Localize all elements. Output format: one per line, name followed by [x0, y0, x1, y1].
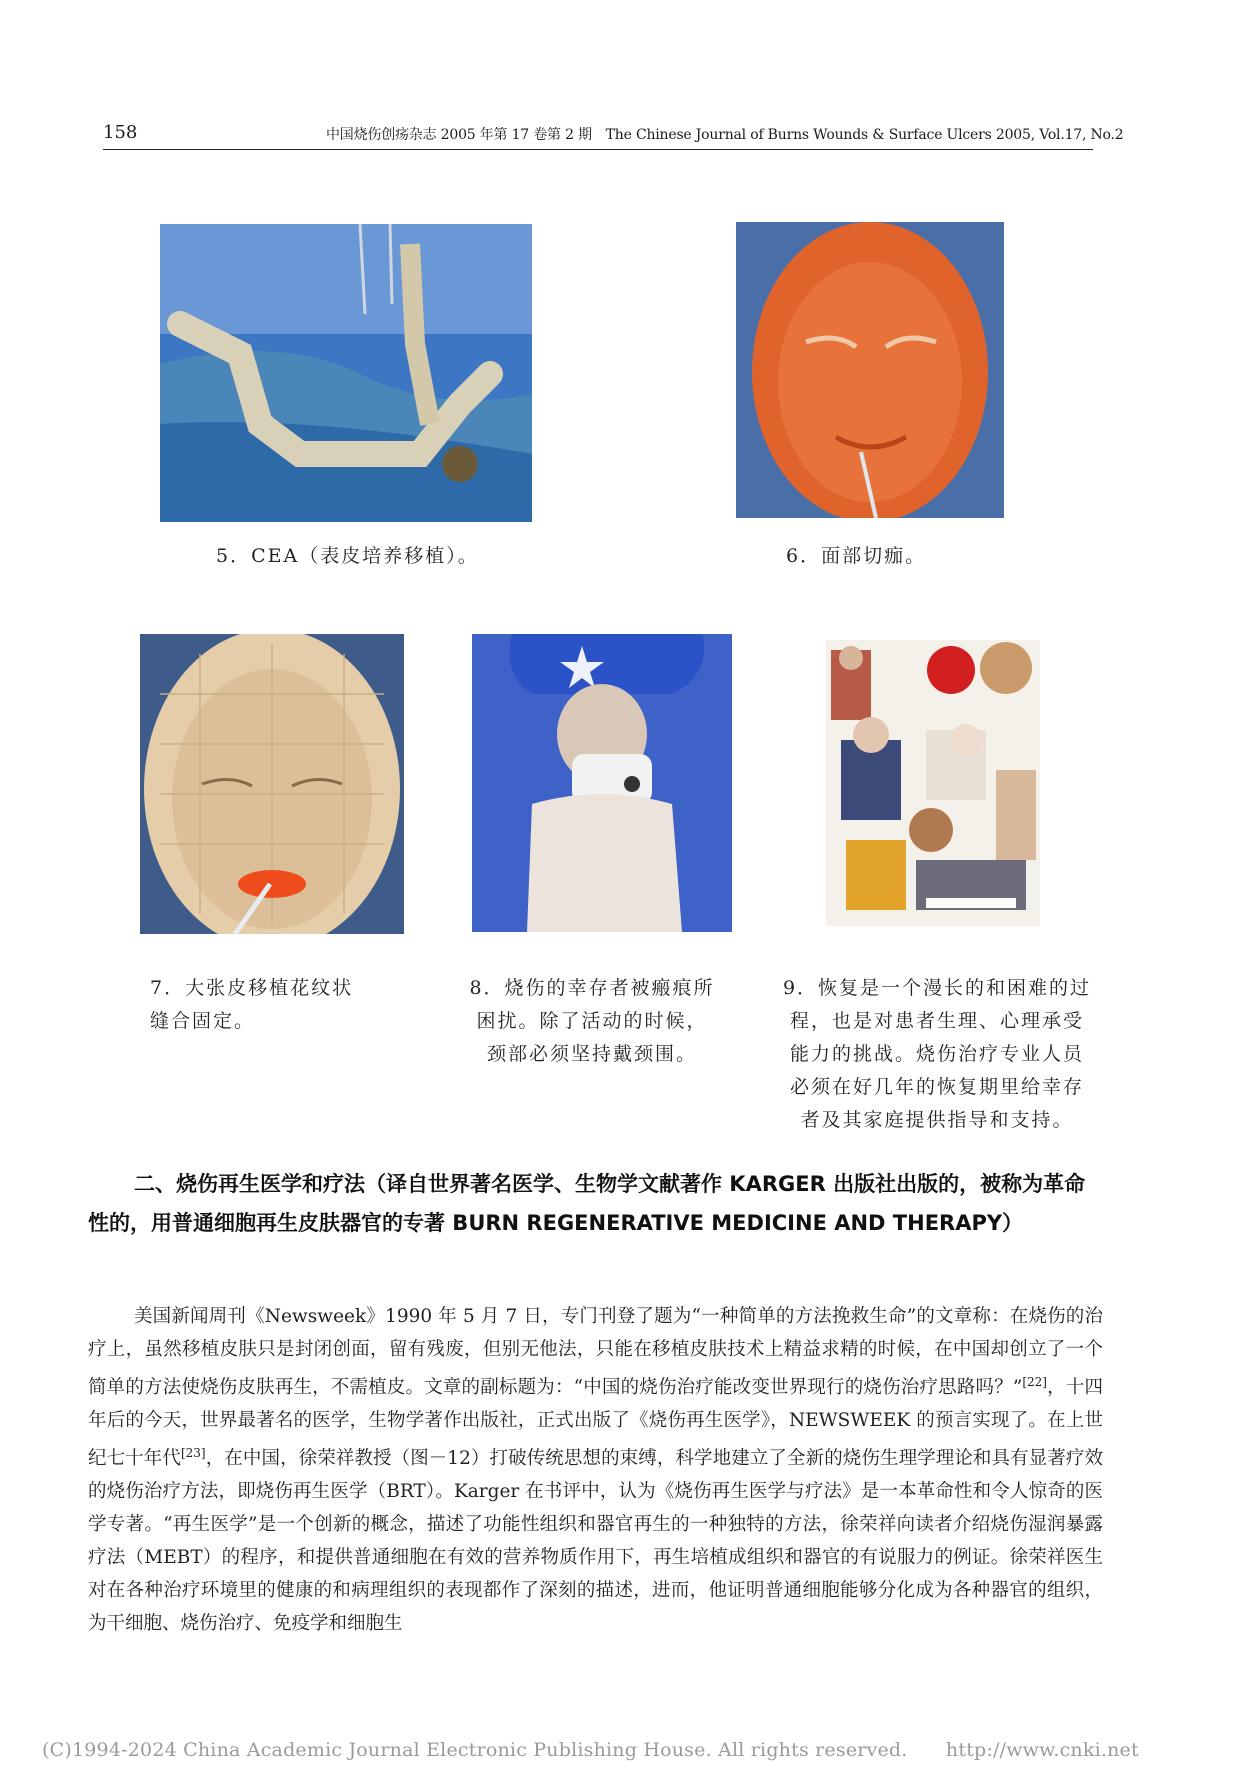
- figure-8-caption: [458, 972, 726, 1071]
- citation-22: [22]: [1022, 1375, 1047, 1389]
- paragraph-part-3: ，在中国，徐荣祥教授（图－12）打破传统思想的束缚，科学地建立了全新的烧伤生理学理论和具有显著疗效的烧伤治疗方法，即烧伤再生医学（BRT）。Karger 在书评中，认为《烧伤再生医学与疗法》是一本革命性和令人惊奇的医学专著。“再生医学”是一个创新的概念，描述了功能性组织和器官再生的一种独特的方法，徐荣祥向读者介绍烧伤湿润暴露疗法（MEBT）的程序，和提供普通细胞在有效的营养物质作用下，再生培植成组织和器官的有说服力的例证。徐荣祥医生对在各种治疗环境里的健康的和病理组织的表现都作了深刻的描述，进而，他证明普通细胞能够分化成为各种器官的组织，为干细胞、烧伤治疗、免疫学和细胞生: [88, 1448, 1103, 1635]
- figure-7-photo: [140, 634, 404, 934]
- copyright-footer: (C)1994-2024 China Academic Journal Electronic Publishing House. All rights reserved. http://www.cnki.net: [42, 1739, 1139, 1761]
- citation-23: [23]: [180, 1446, 206, 1461]
- figure-5-photo: [160, 224, 532, 522]
- figure-7-caption-line-1: 7．大张皮移植花纹状: [150, 977, 354, 999]
- figure-9-caption-line-4: 必须在好几年的恢复期里给幸存: [789, 1076, 1084, 1098]
- figure-7-caption: [150, 972, 400, 1038]
- figure-6-caption: 6．面部切痂。: [786, 545, 927, 567]
- section-heading: 二、烧伤再生医学和疗法（译自世界著名医学、生物学文献著作 KARGER 出版社出版的，被称为革命性的，用普通细胞再生皮肤器官的专著 BURN REGENERATIVE MEDICINE AND THERAPY）: [88, 1172, 1086, 1235]
- figure-9-caption-line-1: 9．恢复是一个漫长的和困难的过: [782, 977, 1092, 999]
- figure-5-caption: 5．CEA（表皮培养移植）。: [216, 545, 479, 567]
- paragraph-part-2: ，十四年后的今天，世界最著名的医学，生物学著作出版社，正式出版了《烧伤再生医学》，NEWSWEEK 的预言实现了。在上世纪七十年代: [88, 1377, 1103, 1470]
- figure-8-caption-line-2: 困扰。除了活动的时候，: [476, 1010, 708, 1032]
- figure-7-caption-line-2: 缝合固定。: [150, 1010, 256, 1032]
- figure-9-photo: [826, 640, 1040, 926]
- figure-8-caption-line-3: 颈部必须坚持戴颈围。: [486, 1043, 697, 1065]
- figure-6-photo: [736, 222, 1004, 518]
- paragraph-part-1: 美国新闻周刊《Newsweek》1990 年 5 月 7 日，专门刊登了题为“一种简单的方法挽救生命”的文章称：在烧伤的治疗上，虽然移植皮肤只是封闭创面，留有残废，但别无他法，只能在移植皮肤技术上精益求精的时候，在中国却创立了一个简单的方法使烧伤皮肤再生，不需植皮。文章的副标题为：“中国的烧伤治疗能改变世界现行的烧伤治疗思路吗？”: [88, 1306, 1103, 1399]
- figure-8-photo: [472, 634, 732, 932]
- figure-9-caption: [778, 972, 1096, 1137]
- journal-header: 中国烧伤创疡杂志 2005 年第 17 卷第 2 期 The Chinese Journal of Burns Wounds & Surface Ulcers 2005, Vol.17, No.2: [326, 127, 1124, 143]
- body-text: [88, 1300, 1103, 1640]
- figure-9-caption-line-3: 能力的挑战。烧伤治疗专业人员: [789, 1043, 1084, 1065]
- figure-9-caption-line-2: 程，也是对患者生理、心理承受: [789, 1010, 1084, 1032]
- figure-8-caption-line-1: 8．烧伤的幸存者被瘢痕所: [469, 977, 715, 999]
- page-number: 158: [103, 122, 138, 143]
- header-rule: [103, 149, 1093, 150]
- figure-9-caption-line-5: 者及其家庭提供指导和支持。: [800, 1109, 1074, 1131]
- body-paragraph: [88, 1300, 1103, 1640]
